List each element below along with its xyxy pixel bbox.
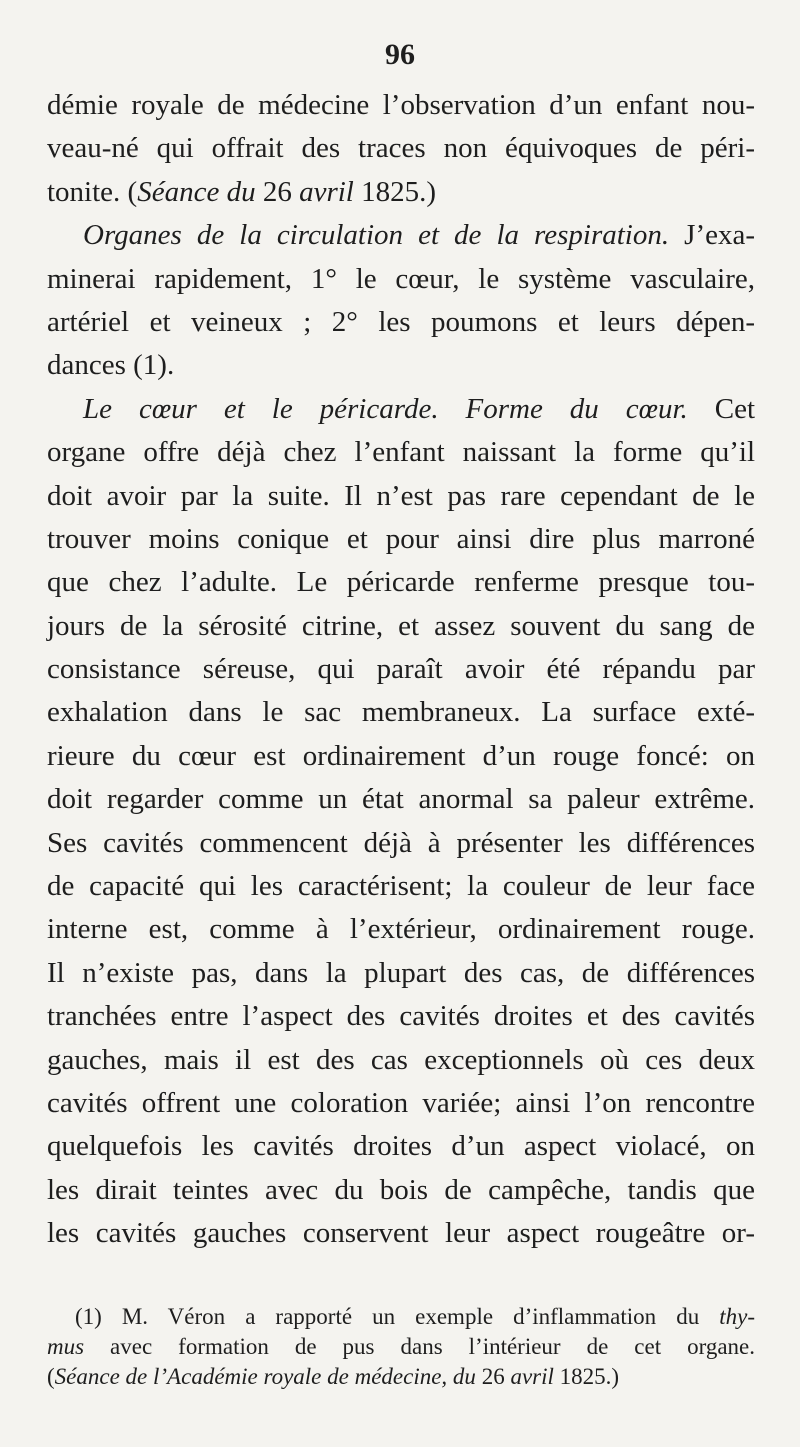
text-line: jours de la sérosité citrine, et assez souvent du sang de [47,609,755,642]
subsection-heading-line: Le cœur et le péricarde. Forme du cœur. Cet [83,392,756,425]
text-line: doit regarder comme un état anormal sa paleur extrême. [47,783,755,816]
footnote-line: (1) M. Véron a rapporté un exemple d’inflammation du thy- [75,1304,755,1329]
text-line: cavités offrent une coloration variée; ainsi l’on rencontre [47,1086,755,1119]
text-line: les cavités gauches conservent leur aspect rougeâtre or- [47,1217,755,1250]
text-line: rieure du cœur est ordinairement d’un rouge foncé: on [47,739,755,772]
text-line: que chez l’adulte. Le péricarde renferme presque tou- [47,566,755,599]
text-line: organe offre déjà chez l’enfant naissant la forme qu’il [47,436,755,469]
text-line: de capacité qui les caractérisent; la couleur de leur face [47,870,755,903]
footnote-line: (Séance de l’Académie royale de médecine, du 26 avril 1825.) [47,1364,620,1389]
text-line: doit avoir par la suite. Il n’est pas rare cependant de le [47,479,755,512]
text-line: démie royale de médecine l’observation d’un enfant nou- [47,89,755,121]
text-line: trouver moins conique et pour ainsi dire plus marroné [47,522,755,555]
section-heading-line: Organes de la circulation et de la respiration. J’exa- [83,219,756,252]
text-line: interne est, comme à l’extérieur, ordinairement rouge. [47,913,755,946]
text-line: veau-né qui offrait des traces non équivoques de péri- [47,132,755,165]
text-line: les dirait teintes avec du bois de campêche, tandis que [47,1173,755,1206]
footnote-line: mus avec formation de pus dans l’intérieur de cet organe. [47,1334,755,1359]
text-line: dances (1). [47,349,175,382]
page-number: 96 [385,38,415,71]
text-line: consistance séreuse, qui paraît avoir été répandu par [47,653,755,686]
footnote [47,1302,755,1392]
text-line: artériel et veineux ; 2° les poumons et leurs dépen- [47,305,755,338]
text-line: minerai rapidement, 1° le cœur, le système vasculaire, [47,262,755,295]
text-line: Ses cavités commencent déjà à présenter les différences [47,826,755,859]
text-line: exhalation dans le sac membraneux. La surface exté- [47,696,755,729]
text-line: quelquefois les cavités droites d’un aspect violacé, on [47,1130,755,1163]
text-line: Il n’existe pas, dans la plupart des cas, de différences [47,956,755,989]
text-line-with-italic-citation: tonite. (Séance du 26 avril 1825.) [47,175,437,208]
body-text [47,84,755,1256]
text-line: tranchées entre l’aspect des cavités droites et des cavités [47,1000,755,1033]
text-line: gauches, mais il est des cas exceptionnels où ces deux [47,1043,755,1076]
